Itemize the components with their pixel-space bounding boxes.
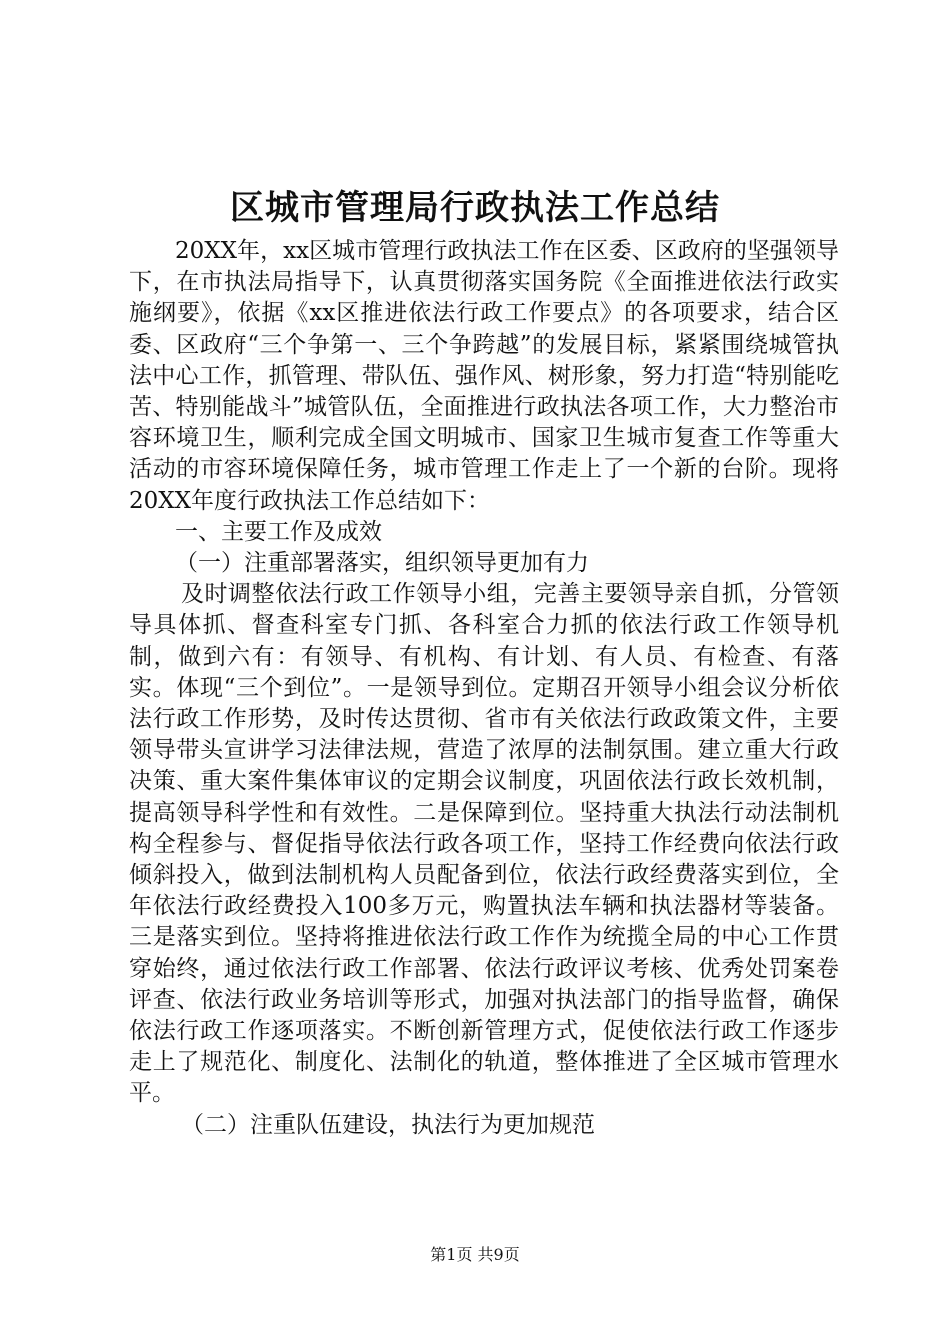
section-heading-sub1: （一）注重部署落实，组织领导更加有力	[175, 550, 589, 577]
page-footer: 第1页 共9页	[430, 1245, 520, 1264]
intro-paragraph: 20XX年，xx区城市管理行政执法工作在区委、区政府的坚强领导下，在市执法局指导下，认真贯彻落实国务院《全面推进依法行政实施纲要》，依据《xx区推进依法行政工作要点》的各项要求，结合区委、区政府“三个争第一、三个争跨越”的发展目标，紧紧围绕城管执法中心工作，抓管理、带队伍、强作风、树形象，努力打造“特别能吃苦、特别能战斗”城管队伍，全面推进行政执法各项工作，大力整治市容环境卫生，顺利完成全国文明城市、国家卫生城市复查工作等重大活动的市容环境保障任务，城市管理工作走上了一个新的台阶。现将20XX年度行政执法工作总结如下：	[129, 238, 839, 514]
document-body	[129, 236, 839, 1141]
section-heading-sub2: （二）注重队伍建设，执法行为更加规范	[181, 1111, 595, 1138]
section1-paragraph: 及时调整依法行政工作领导小组，完善主要领导亲自抓，分管领导具体抓、督查科室专门抓、各科室合力抓的依法行政工作领导机制，做到六有：有领导、有机构、有计划、有人员、有检查、有落实。体现“三个到位”。一是领导到位。定期召开领导小组会议分析依法行政工作形势，及时传达贯彻、省市有关依法行政政策文件，主要领导带头宣讲学习法律法规，营造了浓厚的法制氛围。建立重大行政决策、重大案件集体审议的定期会议制度，巩固依法行政长效机制，提高领导科学性和有效性。二是保障到位。坚持重大执法行动法制机构全程参与、督促指导依法行政各项工作，坚持工作经费向依法行政倾斜投入，做到法制机构人员配备到位，依法行政经费落实到位，全年依法行政经费投入100多万元，购置执法车辆和执法器材等装备。三是落实到位。坚持将推进依法行政工作作为统揽全局的中心工作贯穿始终，通过依法行政工作部署、依法行政评议考核、优秀处罚案卷评查、依法行政业务培训等形式，加强对执法部门的指导监督，确保依法行政工作逐项落实。不断创新管理方式，促使依法行政工作逐步走上了规范化、制度化、法制化的轨道，整体推进了全区城市管理水平。	[129, 581, 839, 1107]
section-heading-main: 一、主要工作及成效	[175, 518, 382, 545]
document-title: 区城市管理局行政执法工作总结	[230, 188, 720, 228]
